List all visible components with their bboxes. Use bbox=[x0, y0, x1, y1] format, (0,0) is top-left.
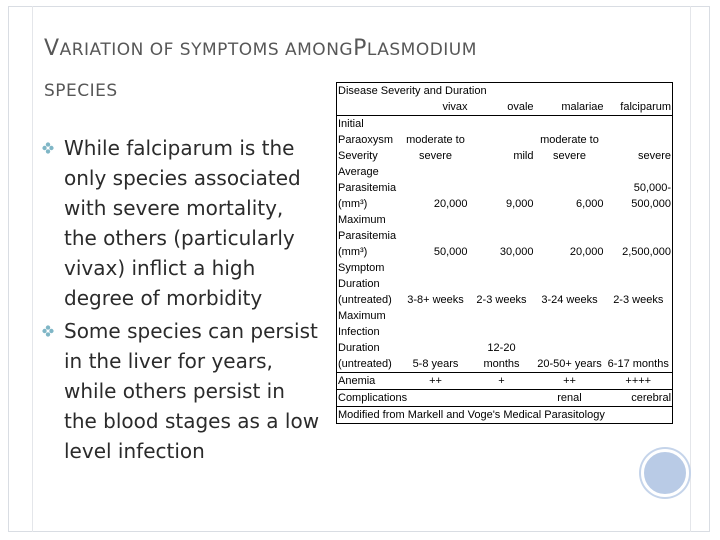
table-cell: Anemia bbox=[337, 373, 403, 390]
table-cell: moderate to severe bbox=[406, 134, 465, 162]
table-cell: 5-8 years bbox=[412, 358, 459, 370]
table-row bbox=[337, 164, 673, 212]
table-cell: 20-50+ years bbox=[537, 358, 602, 370]
table-cell: 6-17 months bbox=[605, 308, 673, 373]
table-cell bbox=[403, 390, 469, 407]
table-cell: 30,000 bbox=[499, 246, 534, 258]
table-row bbox=[337, 373, 673, 390]
table-header bbox=[337, 99, 403, 116]
table-footnote: Modified from Markell and Voge's Medical Parasitology bbox=[337, 407, 673, 424]
table-header: ovale bbox=[469, 99, 535, 116]
decorative-line-left bbox=[32, 6, 33, 532]
bullet-item bbox=[42, 316, 322, 466]
table-cell: renal bbox=[557, 392, 582, 404]
table-cell: + bbox=[469, 373, 535, 390]
decorative-line-right bbox=[690, 6, 691, 532]
flower-bullet-icon bbox=[42, 325, 54, 337]
title-cap-2: P bbox=[353, 36, 367, 61]
table-cell: severe bbox=[605, 116, 673, 165]
table-cell: 3-8+ weeks bbox=[407, 294, 464, 306]
table-cell: 9,000 bbox=[505, 198, 534, 210]
table-cell: 6,000 bbox=[575, 198, 604, 210]
bullet-text: While falciparum is the only species associated with severe mortality, the others (particularly vivax) inflict a high degree of morbidity bbox=[64, 136, 301, 310]
table-row bbox=[337, 390, 673, 407]
title-rest-2: LASMODIUM bbox=[366, 40, 477, 60]
title-line-2: SPECIES bbox=[44, 81, 118, 101]
table-cell: ++++ bbox=[605, 373, 673, 390]
title-cap-1: V bbox=[44, 36, 60, 61]
table-cell: 50,000 bbox=[433, 246, 468, 258]
table-cell: Maximum Infection Duration (untreated) bbox=[337, 308, 403, 373]
table-row bbox=[337, 260, 673, 308]
title-rest-1: ARIATION OF SYMPTOMS AMONG bbox=[59, 40, 354, 60]
table-cell: Initial Paraoxysm Severity bbox=[337, 116, 403, 165]
title-line-1 bbox=[44, 36, 477, 61]
table-cell: 2-3 weeks bbox=[476, 294, 527, 306]
table-header: falciparum bbox=[605, 99, 673, 116]
table-cell: ++ bbox=[535, 373, 605, 390]
table-cell: 20,000 bbox=[569, 246, 604, 258]
severity-table bbox=[336, 82, 673, 424]
table-caption: Disease Severity and Duration bbox=[337, 83, 673, 100]
table-cell bbox=[469, 390, 535, 407]
bullet-text: Some species can persist in the liver for years, while others persist in the blood stages as a low level infection bbox=[64, 319, 320, 463]
table-cell: Average Parasitemia (mm³) bbox=[337, 164, 403, 212]
table-cell: 3-24 weeks bbox=[541, 294, 598, 306]
table-cell: 12-20 months bbox=[483, 342, 520, 370]
table-row bbox=[337, 212, 673, 260]
table-cell: 50,000-500,000 bbox=[605, 164, 673, 212]
table-cell: Symptom Duration (untreated) bbox=[337, 260, 403, 308]
table-cell: mild bbox=[513, 150, 534, 162]
table-cell: 20,000 bbox=[433, 198, 468, 210]
table-header: malariae bbox=[535, 99, 605, 116]
table-cell: ++ bbox=[403, 373, 469, 390]
table-cell: cerebral bbox=[605, 390, 673, 407]
table-cell: 2,500,000 bbox=[605, 212, 673, 260]
table-row bbox=[337, 116, 673, 165]
table-row bbox=[337, 308, 673, 373]
table-cell: Maximum Parasitemia (mm³) bbox=[337, 212, 403, 260]
table-header: vivax bbox=[403, 99, 469, 116]
flower-bullet-icon bbox=[42, 142, 54, 154]
decorative-circle bbox=[641, 449, 689, 497]
bullet-list bbox=[42, 133, 322, 469]
table-cell: 2-3 weeks bbox=[605, 260, 673, 308]
bullet-item bbox=[42, 133, 322, 313]
table-cell: moderate to severe bbox=[540, 134, 599, 162]
table-cell: Complications bbox=[337, 390, 403, 407]
